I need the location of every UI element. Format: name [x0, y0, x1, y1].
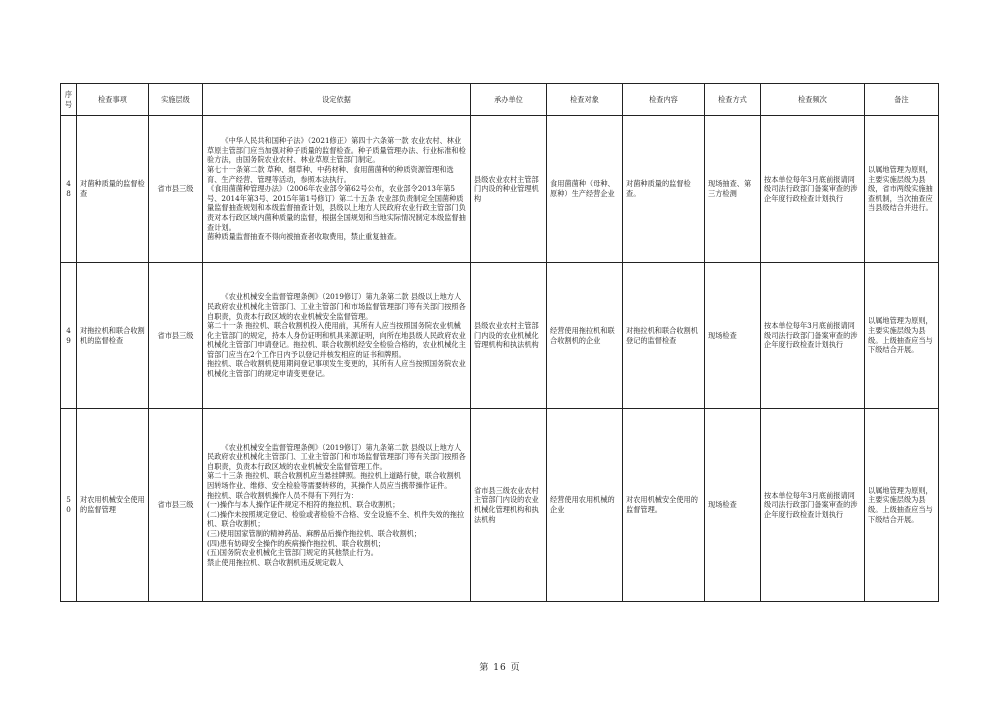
basis-paragraph: 第二十三条 拖拉机、联合收割机应当悬挂牌照。拖拉机上道路行驶，联合收割机因转场作业、维修、安全检验等需要转移的，其操作人员应当携带操作证件。 — [207, 471, 461, 491]
basis-paragraph: 拖拉机、联合收割机使用期间登记事项发生变更的，其所有人应当按照国务院农业机械化主管部门的规定申请变更登记。 — [207, 359, 466, 379]
cell-method: 现场抽查、第三方检测 — [705, 116, 761, 263]
basis-paragraph: 禁止使用拖拉机、联合收割机违反规定载人 — [207, 557, 344, 567]
cell-item: 对拖拉机和联合收割机的监督检查 — [77, 263, 149, 409]
header-unit: 承办单位 — [471, 84, 547, 116]
header-frequency: 检查频次 — [761, 84, 865, 116]
basis-paragraph: (三)使用国家管制的精神药品、麻醉品后操作拖拉机、联合收割机； — [207, 528, 422, 538]
cell-level: 省市县三级 — [149, 263, 203, 409]
basis-paragraph: 菌种质量监督抽查不得向被抽查者收取费用，禁止重复抽查。 — [207, 232, 402, 242]
cell-target: 食用菌菌种（母种、原种）生产经营企业 — [547, 116, 623, 263]
cell-frequency: 按本单位每年3月底前报请同级司法行政部门备案审查的涉企年度行政检查计划执行 — [761, 263, 865, 409]
cell-unit: 县级农业农村主管部门内设的种业管理机构 — [471, 116, 547, 263]
basis-paragraph: (五)国务院农业机械化主管部门规定的其他禁止行为。 — [207, 548, 378, 558]
table-row — [61, 409, 939, 602]
table-row — [61, 263, 939, 409]
cell-level: 省市县三级 — [149, 409, 203, 602]
table-header-row — [61, 84, 939, 116]
table-row — [61, 116, 939, 263]
cell-target: 经营使用拖拉机和联合收割机的企业 — [547, 263, 623, 409]
cell-unit: 县级农业农村主管部门内设的农业机械化管理机构和执法机构 — [471, 263, 547, 409]
cell-item: 对农用机械安全使用的监督管理 — [77, 409, 149, 602]
cell-remark: 以属地管理为原则，主要实施层级为县级。上级抽查应当与下级结合开展。 — [865, 409, 939, 602]
cell-content: 对拖拉机和联合收割机登记的监督检查 — [623, 263, 705, 409]
header-target: 检查对象 — [547, 84, 623, 116]
basis-paragraph: 第二十一条 拖拉机、联合收割机投入使用前，其所有人应当按照国务院农业机械化主管部门的规定，持本人身份证明和机具来源证明，向所在地县级人民政府农业机械化主管部门申请登记。拖拉机、联合收割机经安全检验合格的，农业机械化主管部门应当在2个工作日内予以登记并核发相应的证书和牌照。 — [207, 321, 466, 359]
basis-paragraph: (一)操作与本人操作证件规定不相符的拖拉机、联合收割机； — [207, 500, 400, 510]
header-level: 实施层级 — [149, 84, 203, 116]
basis-paragraph: 《食用菌菌种管理办法》（2006年农业部令第62号公布，农业部令2013年第5号、2014年第3号、2015年第1号修订）第二十五条 农业部负责制定全国菌种质量监督抽查规划和本级监督抽查计划，县级以上地方人民政府农业行政主管部门负责对本行政区域内菌种质量的监督，根据全国规划和当地实际情况制定本级监督抽查计划。 — [207, 184, 466, 232]
header-content: 检查内容 — [623, 84, 705, 116]
cell-no: 49 — [61, 263, 77, 409]
cell-no: 50 — [61, 409, 77, 602]
cell-unit: 省市县三级农业农村主管部门内设的农业机械化管理机构和执法机构 — [471, 409, 547, 602]
header-method: 检查方式 — [705, 84, 761, 116]
basis-paragraph: (四)患有妨碍安全操作的疾病操作拖拉机、联合收割机； — [207, 538, 386, 548]
header-remark: 备注 — [865, 84, 939, 116]
basis-paragraph: 第七十一条第二款 草种、烟草种、中药材种、食用菌菌种的种质资源管理和选育、生产经营、管理等活动，参照本法执行。 — [207, 165, 454, 184]
cell-method: 现场检查 — [705, 263, 761, 409]
basis-paragraph: 《农业机械安全监督管理条例》（2019修订）第九条第二款 县级以上地方人民政府农业机械化主管部门、工业主管部门和市场监督管理部门等有关部门按照各自职责，负责本行政区域的农业机械安全监督管理。 — [207, 292, 466, 321]
page-number: 第 16 页 — [479, 663, 521, 673]
header-no: 序号 — [61, 84, 77, 116]
cell-content: 对菌种质量的监督检查。 — [623, 116, 705, 263]
cell-remark: 以属地管理为原则，主要实施层级为县级，省市两级实施抽查机制，当次抽查应当县级结合并进行。 — [865, 116, 939, 263]
basis-paragraph: 《农业机械安全监督管理条例》（2019修订）第九条第二款 县级以上地方人民政府农业机械化主管部门、工业主管部门和市场监督管理部门等有关部门按照各自职责，负责本行政区域的农业机械安全监督管理工作。 — [207, 442, 466, 471]
cell-basis — [203, 116, 471, 263]
cell-item: 对菌种质量的监督检查 — [77, 116, 149, 263]
inspection-table-container — [60, 83, 938, 602]
inspection-table — [60, 83, 939, 602]
basis-paragraph: 《中华人民共和国种子法》（2021修正）第四十六条第一款 农业农村、林业草原主管部门应当加强对种子质量的监督检查。种子质量管理办法、行业标准和检验方法，由国务院农业农村、林业草原主管部门制定。 — [207, 136, 466, 165]
cell-no: 48 — [61, 116, 77, 263]
cell-remark: 以属地管理为原则，主要实施层级为县级。上级抽查应当与下级结合开展。 — [865, 263, 939, 409]
cell-frequency: 按本单位每年3月底前报请同级司法行政部门备案审查的涉企年度行政检查计划执行 — [761, 116, 865, 263]
cell-target: 经营使用农用机械的企业 — [547, 409, 623, 602]
cell-basis — [203, 409, 471, 602]
basis-paragraph: (二)操作未按照规定登记、检验或者检验不合格、安全设施不全、机件失效的拖拉机、联合收割机； — [207, 509, 465, 529]
cell-content: 对农用机械安全使用的监督管理。 — [623, 409, 705, 602]
cell-basis — [203, 263, 471, 409]
header-item: 检查事项 — [77, 84, 149, 116]
header-basis: 设定依据 — [203, 84, 471, 116]
cell-frequency: 按本单位每年3月底前报请同级司法行政部门备案审查的涉企年度行政检查计划执行 — [761, 409, 865, 602]
cell-level: 省市县三级 — [149, 116, 203, 263]
basis-paragraph: 拖拉机、联合收割机操作人员不得有下列行为： — [207, 490, 358, 500]
cell-method: 现场检查 — [705, 409, 761, 602]
